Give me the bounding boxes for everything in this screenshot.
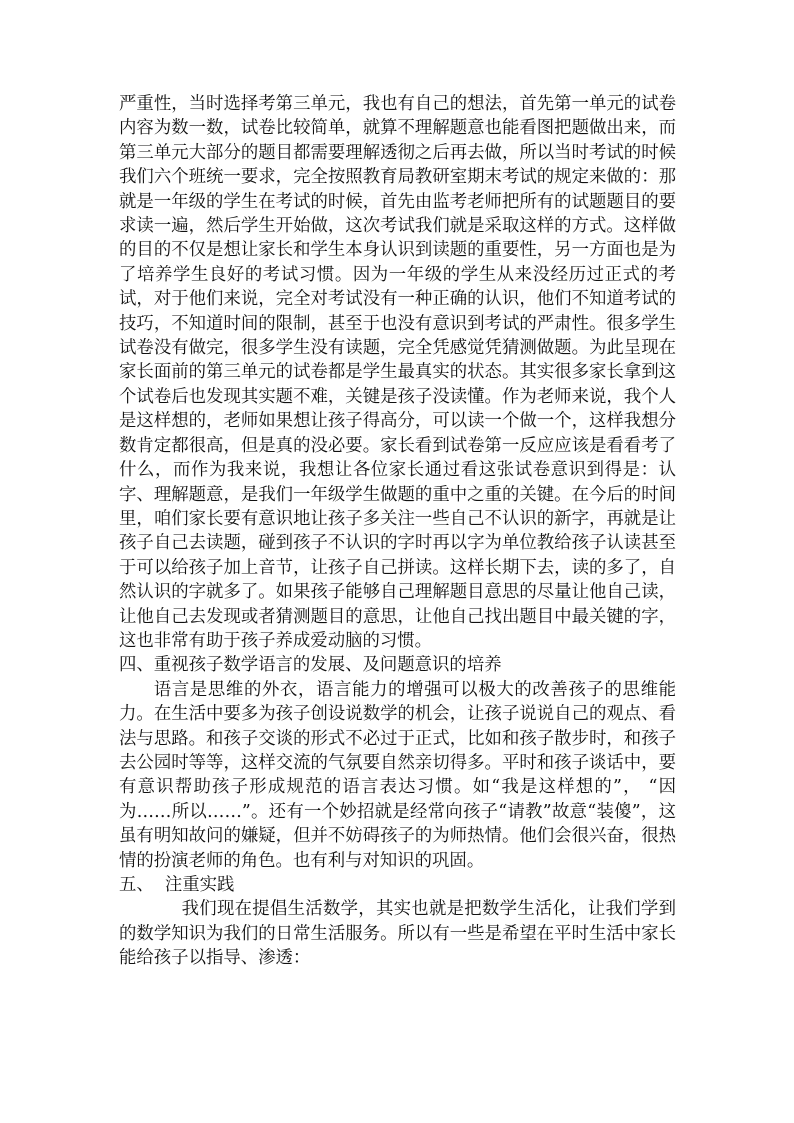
section-heading-4: 四、重视孩子数学语言的发展、及问题意识的培养 (119, 655, 502, 676)
body-paragraph: 语言是思维的外衣，语言能力的增强可以极大的改善孩子的思维能力。在生活中要多为孩子创设说数学的机会，让孩子说说自己的观点、看法与思路。和孩子交谈的形式不必过于正式，比如和孩子散步时，和孩子去公园时等等，这样交流的气氛要自然亲切得多。平时和孩子谈话中，要有意识帮助孩子形成规范的语言表达习惯。如“我是这样想的”， “因为……所以……”。还有一个妙招就是经常向孩子“请教”故意“装傻”，这虽有明知故问的嫌疑，但并不妨碍孩子的为师热情。他们会很兴奋，很热情的扮演老师的角色。也有利与对知识的巩固。 (119, 679, 676, 871)
document-page (119, 92, 676, 971)
body-paragraph: 严重性，当时选择考第三单元，我也有自己的想法，首先第一单元的试卷内容为数一数，试卷比较简单，就算不理解题意也能看图把题做出来，而第三单元大部分的题目都需要理解透彻之后再去做，所以当时考试的时候我们六个班统一要求，完全按照教育局教研室期末考试的规定来做的：那就是一年级的学生在考试的时候，首先由监考老师把所有的试题题目的要求读一遍，然后学生开始做，这次考试我们就是采取这样的方式。这样做的目的不仅是想让家长和学生本身认识到读题的重要性，另一方面也是为了培养学生良好的考试习惯。因为一年级的学生从来没经历过正式的考试，对于他们来说，完全对考试没有一种正确的认识，他们不知道考试的技巧，不知道时间的限制，甚至于也没有意识到考试的严肃性。很多学生试卷没有做完，很多学生没有读题，完全凭感觉凭猜测做题。为此呈现在家长面前的第三单元的试卷都是学生最真实的状态。其实很多家长拿到这个试卷后也发现其实题不难，关键是孩子没读懂。作为老师来说，我个人是这样想的，老师如果想让孩子得高分，可以读一个做一个，这样我想分数肯定都很高，但是真的没必要。家长看到试卷第一反应应该是看看考了什么，而作为我来说，我想让各位家长通过看这张试卷意识到得是：认字、理解题意，是我们一年级学生做题的重中之重的关键。在今后的时间里，咱们家长要有意识地让孩子多关注一些自己不认识的新字，再就是让孩子自己去读题，碰到孩子不认识的字时再以字为单位教给孩子认读甚至于可以给孩子加上音节，让孩子自己拼读。这样长期下去，读的多了，自然认识的字就多了。如果孩子能够自己理解题目意思的尽量让他自己读，让他自己去发现或者猜测题目的意思，让他自己找出题目中最关键的字，这也非常有助于孩子养成爱动脑的习惯。 (119, 94, 676, 651)
section-heading-5: 五、 注重实践 (119, 875, 235, 895)
body-paragraph: 我们现在提倡生活数学，其实也就是把数学生活化，让我们学到的数学知识为我们的日常生活服务。所以有一些是希望在平时生活中家长能给孩子以指导、渗透： (119, 899, 676, 969)
